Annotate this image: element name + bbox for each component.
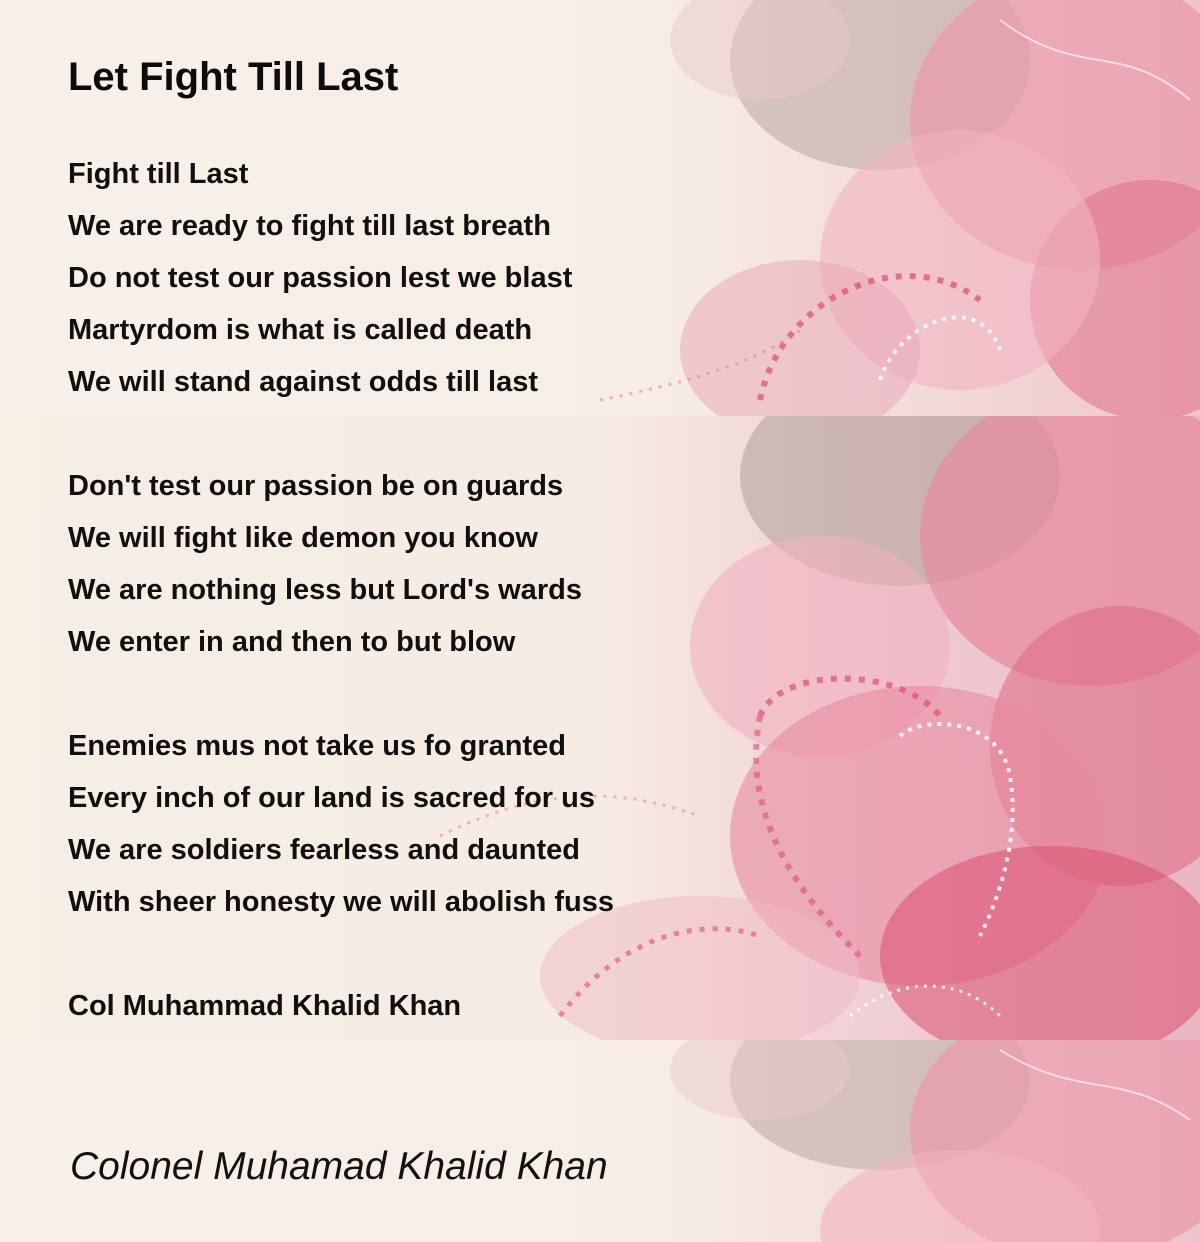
- poem-line: Enemies mus not take us fo granted: [68, 730, 566, 762]
- poem-title: Let Fight Till Last: [68, 55, 399, 99]
- poem-line: Fight till Last: [68, 158, 249, 190]
- poem-signature: Col Muhammad Khalid Khan: [68, 990, 462, 1022]
- poem-line: With sheer honesty we will abolish fuss: [68, 886, 615, 918]
- floral-background-bottom: [0, 1040, 1200, 1242]
- poem-line: We are soldiers fearless and daunted: [68, 834, 580, 866]
- poem-line: We will stand against odds till last: [68, 366, 538, 398]
- poem-line: Every inch of our land is sacred for us: [68, 782, 595, 814]
- poem-author: Colonel Muhamad Khalid Khan: [70, 1145, 608, 1188]
- poem-line: We enter in and then to but blow: [68, 626, 516, 658]
- poem-line: Martyrdom is what is called death: [68, 314, 533, 346]
- poem-line: Don't test our passion be on guards: [68, 470, 564, 502]
- poem-line: We will fight like demon you know: [68, 522, 538, 554]
- floral-artwork-bottom: [0, 1040, 1200, 1242]
- poem-line: Do not test our passion lest we blast: [68, 262, 573, 294]
- poem-line: We are nothing less but Lord's wards: [68, 574, 582, 606]
- poem-line: We are ready to fight till last breath: [68, 210, 551, 242]
